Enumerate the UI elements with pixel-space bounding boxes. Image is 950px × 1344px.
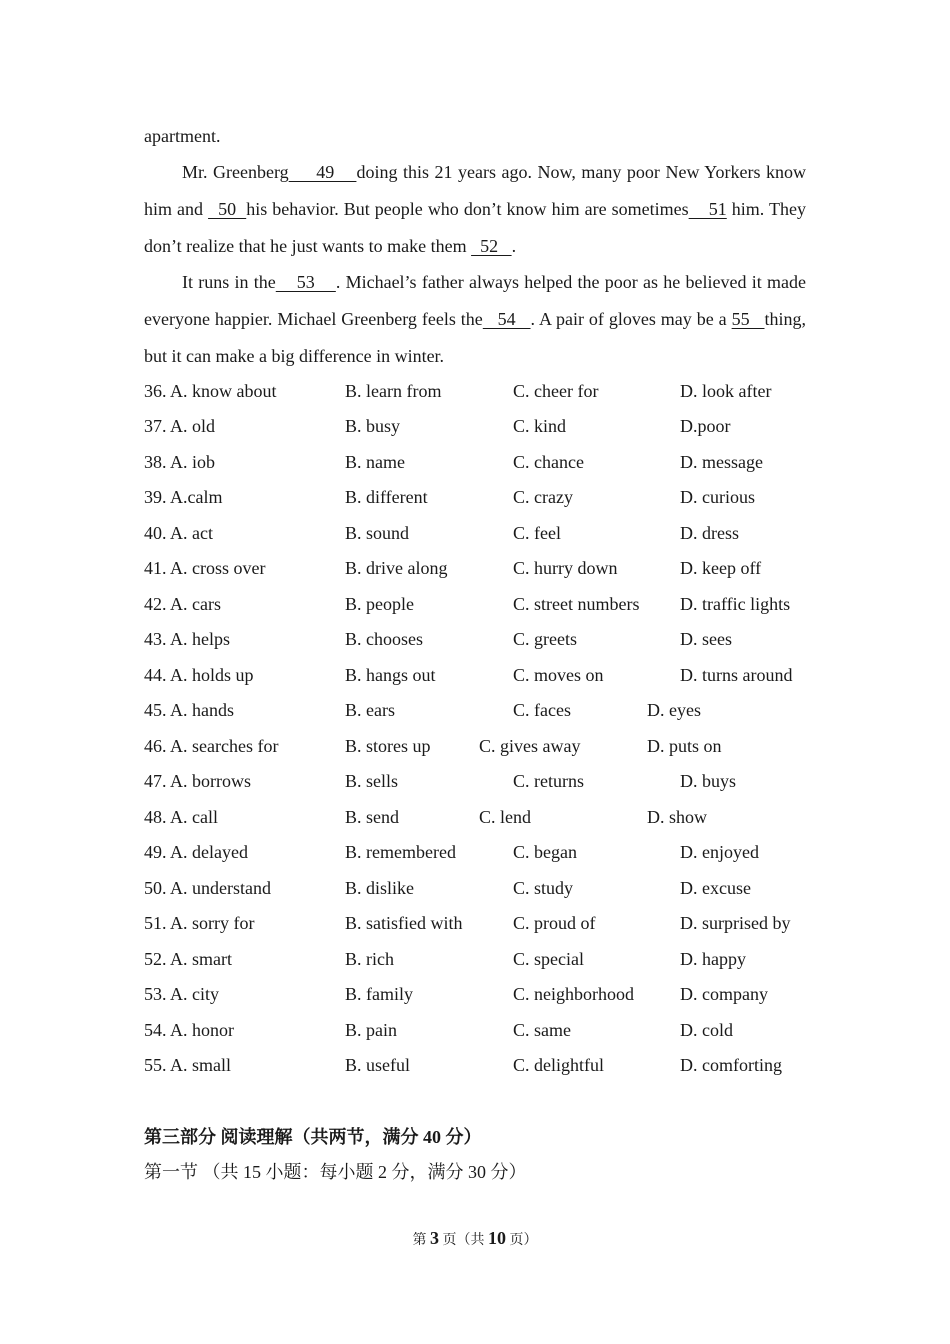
option-d: D.poor [680, 416, 731, 436]
option-d: D. eyes [647, 700, 701, 720]
question-row [144, 942, 844, 977]
question-row [144, 871, 844, 906]
passage-text: him. They don’t realize that he just wants to make them [144, 199, 806, 256]
option-c: C. same [513, 1020, 571, 1040]
option-c: C. study [513, 878, 574, 898]
option-a: 47. A. borrows [144, 771, 251, 791]
footer-text: 页） [506, 1233, 538, 1248]
passage-line-apartment [144, 118, 806, 155]
question-row [144, 480, 844, 515]
blank-50: 50 [208, 199, 247, 219]
question-row [144, 977, 844, 1012]
question-row [144, 516, 844, 551]
passage-text: . [511, 236, 517, 256]
option-a: 37. A. old [144, 416, 216, 436]
option-d: D. keep off [680, 558, 762, 578]
option-d: D. comforting [680, 1055, 782, 1075]
option-c: C. gives away [479, 736, 581, 756]
question-row [144, 800, 844, 835]
question-row [144, 551, 844, 586]
blank-54: 54 [482, 309, 531, 329]
option-c: C. faces [513, 700, 571, 720]
option-c: C. lend [479, 807, 531, 827]
total-pages: 10 [488, 1228, 506, 1248]
passage-text: doing this 21 years ago. Now, many poor New Yorkers know him and [144, 162, 807, 219]
option-d: D. enjoyed [680, 842, 759, 862]
option-b: B. name [345, 452, 405, 472]
option-a: 45. A. hands [144, 700, 234, 720]
option-a: 54. A. honor [144, 1020, 234, 1040]
option-b: B. learn from [345, 381, 442, 401]
passage-text: his behavior. But people who don’t know him are sometimes [246, 199, 689, 219]
question-row [144, 906, 844, 941]
option-d: D. turns around [680, 665, 793, 685]
passage-text: Mr. Greenberg [182, 162, 289, 182]
question-row [144, 445, 844, 480]
option-b: B. ears [345, 700, 395, 720]
option-b: B. chooses [345, 629, 423, 649]
blank-51: 51 [688, 199, 727, 219]
question-row [144, 587, 844, 622]
option-b: B. people [345, 594, 414, 614]
option-b: B. stores up [345, 736, 431, 756]
option-d: D. look after [680, 381, 772, 401]
option-c: C. began [513, 842, 577, 862]
option-a: 40. A. act [144, 523, 213, 543]
option-c: C. street numbers [513, 594, 640, 614]
passage-paragraph-2 [144, 264, 806, 375]
option-b: B. send [345, 807, 399, 827]
option-c: C. greets [513, 629, 577, 649]
footer-text: 页（共 [439, 1233, 488, 1248]
option-a: 51. A. sorry for [144, 913, 255, 933]
option-d: D. dress [680, 523, 739, 543]
option-d: D. cold [680, 1020, 733, 1040]
option-a: 48. A. call [144, 807, 218, 827]
option-c: C. chance [513, 452, 584, 472]
option-d: D. show [647, 807, 708, 827]
option-b: B. busy [345, 416, 401, 436]
option-a: 46. A. searches for [144, 736, 279, 756]
option-b: B. sells [345, 771, 399, 791]
option-a: 49. A. delayed [144, 842, 248, 862]
option-b: B. sound [345, 523, 410, 543]
passage-text: apartment. [144, 126, 221, 146]
option-b: B. pain [345, 1020, 397, 1040]
question-row [144, 1013, 844, 1048]
option-c: C. delightful [513, 1055, 604, 1075]
question-row [144, 693, 844, 728]
blank-55: 55 [731, 309, 765, 329]
option-d: D. happy [680, 949, 746, 969]
option-a: 43. A. helps [144, 629, 231, 649]
passage-paragraph-1 [144, 154, 806, 265]
footer-text: 第 [412, 1233, 430, 1248]
option-d: D. excuse [680, 878, 751, 898]
question-row [144, 729, 844, 764]
question-row [144, 409, 844, 444]
blank-52: 52 [471, 236, 512, 256]
option-b: B. rich [345, 949, 394, 969]
option-b: B. hangs out [345, 665, 436, 685]
option-b: B. drive along [345, 558, 448, 578]
option-b: B. different [345, 487, 428, 507]
option-b: B. family [345, 984, 413, 1004]
question-row [144, 658, 844, 693]
option-a: 44. A. holds up [144, 665, 254, 685]
question-row [144, 622, 844, 657]
option-a: 55. A. small [144, 1055, 232, 1075]
option-d: D. message [680, 452, 763, 472]
option-b: B. satisfied with [345, 913, 463, 933]
section-subheading: 第一节 （共 15 小题：每小题 2 分，满分 30 分） [144, 1162, 527, 1182]
option-d: D. traffic lights [680, 594, 791, 614]
page-footer [0, 1226, 950, 1253]
blank-53: 53 [275, 272, 336, 292]
option-c: C. returns [513, 771, 584, 791]
option-a: 39. A.calm [144, 487, 223, 507]
page-number: 3 [430, 1228, 439, 1248]
option-a: 41. A. cross over [144, 558, 266, 578]
option-b: B. dislike [345, 878, 415, 898]
option-a: 38. A. iob [144, 452, 216, 472]
question-row [144, 374, 844, 409]
section-heading: 第三部分 阅读理解（共两节，满分 40 分） [144, 1127, 482, 1147]
option-d: D. curious [680, 487, 755, 507]
option-b: B. remembered [345, 842, 456, 862]
option-d: D. company [680, 984, 768, 1004]
option-a: 42. A. cars [144, 594, 221, 614]
option-c: C. special [513, 949, 584, 969]
option-c: C. hurry down [513, 558, 618, 578]
passage-text: It runs in the [182, 272, 276, 292]
option-a: 52. A. smart [144, 949, 232, 969]
blank-49: 49 [288, 162, 357, 182]
option-a: 50. A. understand [144, 878, 271, 898]
option-c: C. feel [513, 523, 561, 543]
option-d: D. puts on [647, 736, 722, 756]
passage-text: thing, but it can make a big difference in winter. [144, 309, 807, 366]
option-c: C. cheer for [513, 381, 599, 401]
question-row [144, 1048, 844, 1083]
passage-text: . A pair of gloves may be a [530, 309, 732, 329]
option-c: C. moves on [513, 665, 604, 685]
question-row [144, 764, 844, 799]
option-c: C. proud of [513, 913, 596, 933]
passage-text: . Michael’s father always helped the poor as he believed it made everyone happier. Michael Greenberg feels the [144, 272, 806, 329]
option-d: D. buys [680, 771, 737, 791]
option-c: C. kind [513, 416, 567, 436]
option-c: C. crazy [513, 487, 573, 507]
question-row [144, 835, 844, 870]
option-d: D. surprised by [680, 913, 791, 933]
option-a: 36. A. know about [144, 381, 277, 401]
option-c: C. neighborhood [513, 984, 634, 1004]
option-b: B. useful [345, 1055, 410, 1075]
option-a: 53. A. city [144, 984, 219, 1004]
option-d: D. sees [680, 629, 732, 649]
